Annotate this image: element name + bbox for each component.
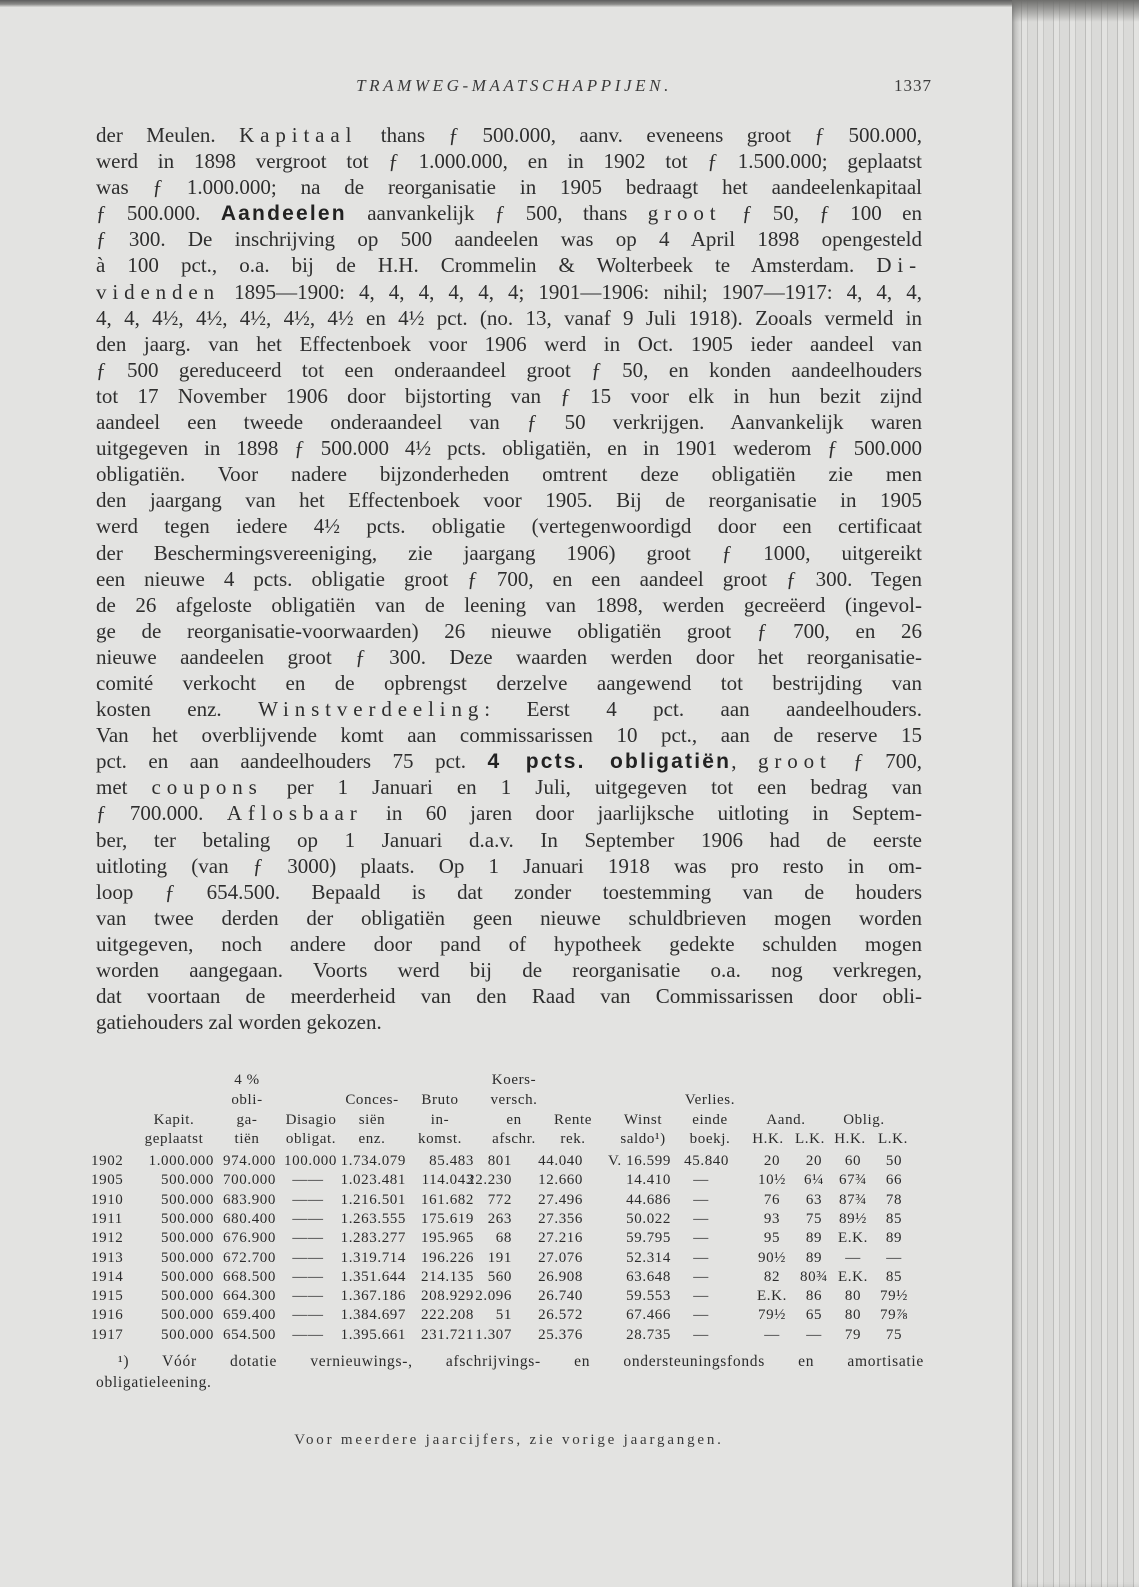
table-cell: 1.384.697 xyxy=(340,1307,406,1324)
table-cell: 195.965 xyxy=(421,1230,474,1247)
table-cell: 659.400 xyxy=(223,1307,276,1324)
table-cell: 500.000 xyxy=(161,1268,214,1285)
body-text-line xyxy=(96,618,922,644)
table-row xyxy=(0,1287,1000,1306)
column-header: 4 % xyxy=(234,1072,260,1088)
text-run: ƒ 300. De inschrijving op 500 aandeelen was op 4 April 1898 opengesteld xyxy=(96,227,922,252)
column-header: Kapit. xyxy=(153,1112,195,1128)
table-cell: 14.410 xyxy=(626,1172,671,1189)
table-cell: 79 xyxy=(844,1326,862,1343)
bold-term: Aandeelen xyxy=(220,202,347,226)
body-text-line xyxy=(96,696,922,722)
table-cell: 560 xyxy=(487,1268,512,1285)
table-cell: — xyxy=(693,1268,709,1285)
body-text-line xyxy=(96,774,922,800)
text-run: de 26 afgeloste obligatiën van de leening van 1898, werden gecreëerd (ingevol- xyxy=(96,592,922,617)
column-header: en xyxy=(506,1112,522,1128)
table-cell: 89½ xyxy=(838,1210,868,1227)
text-run: : Eerst 4 pct. aan aandeelhouders. xyxy=(484,697,922,722)
table-cell: 1.023.481 xyxy=(340,1172,406,1189)
column-header: afschr. xyxy=(492,1131,536,1147)
text-run: obligatiën. Voor nadere bijzonderheden omtrent deze obligatiën zie men xyxy=(96,462,922,487)
table-cell: 63 xyxy=(805,1191,823,1208)
column-header: obli- xyxy=(231,1092,263,1108)
table-cell: 6¼ xyxy=(804,1172,824,1189)
table-cell: — xyxy=(693,1249,709,1266)
year-cell: 1912 xyxy=(91,1230,124,1247)
table-cell: 1.216.501 xyxy=(340,1191,406,1208)
table-cell: 2.096 xyxy=(475,1288,512,1305)
table-cell: 700.000 xyxy=(223,1172,276,1189)
table-cell: 1.283.277 xyxy=(340,1230,406,1247)
table-cell: 222.208 xyxy=(421,1307,474,1324)
table-cell: 27.356 xyxy=(538,1210,583,1227)
table-cell: 25.376 xyxy=(538,1326,583,1343)
book-page-edges xyxy=(1012,0,1139,1587)
table-cell: 20 xyxy=(805,1153,823,1169)
table-cell: — xyxy=(693,1191,709,1208)
table-cell: 27.496 xyxy=(538,1191,583,1208)
table-cell: 87¾ xyxy=(838,1191,868,1208)
body-text-line xyxy=(96,252,922,278)
body-text-line xyxy=(96,931,922,957)
text-run: den jaargang van het Effectenboek voor 1905. Bij de reorganisatie in 1905 xyxy=(96,488,922,513)
body-text-line xyxy=(96,827,922,853)
body-text-line xyxy=(96,279,922,305)
table-cell: 28.735 xyxy=(626,1326,671,1343)
table-row xyxy=(0,1171,1000,1190)
column-header: Bruto xyxy=(421,1092,459,1108)
table-cell: 676.900 xyxy=(223,1230,276,1247)
text-run: uitloting (van ƒ 3000) plaats. Op 1 Januari 1918 was pro resto in om- xyxy=(96,853,922,878)
table-cell: 26.908 xyxy=(538,1268,583,1285)
year-cell: 1902 xyxy=(91,1153,124,1169)
body-text-line xyxy=(96,122,922,148)
table-cell: 66 xyxy=(885,1172,903,1189)
text-run: nieuwe aandeelen groot ƒ 300. Deze waarden werden door het reorganisatie- xyxy=(96,644,922,669)
table-cell: 60 xyxy=(844,1153,862,1169)
text-run: werd in 1898 vergroot tot ƒ 1.000.000, en in 1902 tot ƒ 1.500.000; geplaatst xyxy=(96,149,922,174)
table-cell: 500.000 xyxy=(161,1210,214,1227)
text-run: 4, 4, 4½, 4½, 4½, 4½, 4½ en 4½ pct. (no. 13, vanaf 9 Juli 1918). Zooals vermeld in xyxy=(96,305,922,330)
table-cell: 85 xyxy=(885,1268,903,1285)
table-cell: 500.000 xyxy=(161,1172,214,1189)
table-cell: 79⅞ xyxy=(879,1307,909,1324)
table-cell: 50 xyxy=(885,1153,903,1169)
table-cell: E.K. xyxy=(757,1288,787,1305)
column-header: ga- xyxy=(236,1112,258,1128)
table-cell: 1.734.079 xyxy=(340,1153,406,1169)
text-run: kosten enz. xyxy=(96,697,259,722)
table-row xyxy=(0,1268,1000,1287)
column-header: Verlies. xyxy=(684,1092,736,1108)
text-run: den jaarg. van het Effectenboek voor 1906 werd in Oct. 1905 ieder aandeel van xyxy=(96,331,922,356)
text-run: ƒ 500.000. xyxy=(96,201,221,226)
table-cell: 672.700 xyxy=(223,1249,276,1266)
year-cell: 1916 xyxy=(91,1307,124,1324)
text-run: ƒ 700.000. xyxy=(96,801,227,826)
body-text-line xyxy=(96,1009,922,1035)
year-cell: 1910 xyxy=(91,1191,124,1208)
table-cell: 10½ xyxy=(757,1172,787,1189)
text-run: was ƒ 1.000.000; na de reorganisatie in 1905 bedraagt het aandeelenkapitaal xyxy=(96,175,922,200)
table-cell: —— xyxy=(292,1172,324,1189)
table-cell: 500.000 xyxy=(161,1307,214,1324)
table-cell: 1.000.000 xyxy=(148,1153,214,1169)
body-text-line xyxy=(96,200,922,226)
column-header: geplaatst xyxy=(144,1131,204,1147)
year-cell: 1915 xyxy=(91,1288,124,1305)
body-text-line xyxy=(96,357,922,383)
year-cell: 1914 xyxy=(91,1268,124,1285)
table-cell: — xyxy=(693,1288,709,1305)
body-text-line xyxy=(96,513,922,539)
table-cell: 1.395.661 xyxy=(340,1326,406,1343)
text-run: pct. en aan aandeelhouders 75 pct. xyxy=(96,749,488,774)
table-cell: 231.721 xyxy=(421,1326,474,1343)
text-run: à 100 pct., o.a. bij de H.H. Crommelin & Wolterbeek te Amsterdam. xyxy=(96,253,877,278)
table-cell: 1.351.644 xyxy=(340,1268,406,1285)
column-header: Koers- xyxy=(491,1072,537,1088)
column-header: Conces- xyxy=(345,1092,399,1108)
column-subheader: L.K. xyxy=(795,1131,825,1147)
table-cell: 85 xyxy=(885,1210,903,1227)
running-head xyxy=(96,72,932,100)
table-cell: 44.686 xyxy=(626,1191,671,1208)
text-run: ƒ 700, xyxy=(831,749,922,774)
table-cell: 80 xyxy=(844,1288,862,1305)
table-cell: 93 xyxy=(763,1210,781,1227)
table-cell: —— xyxy=(292,1326,324,1343)
table-cell: 196.226 xyxy=(421,1249,474,1266)
table-cell: 161.682 xyxy=(421,1191,474,1208)
table-cell: —— xyxy=(292,1288,324,1305)
text-run: gatiehouders zal worden gekozen. xyxy=(96,1010,382,1035)
text-run: worden aangegaan. Voorts werd bij de reorganisatie o.a. nog verkregen, xyxy=(96,958,922,982)
text-run: in 60 jaren door jaarlijksche uitloting in Septem- xyxy=(362,801,923,826)
table-cell: — xyxy=(693,1326,709,1343)
body-text-line xyxy=(96,305,922,331)
column-header: saldo¹) xyxy=(620,1131,666,1147)
table-cell: —— xyxy=(292,1191,324,1208)
table-cell: — xyxy=(806,1326,822,1343)
letterspaced-term: Kapitaal xyxy=(239,123,358,147)
text-run: Van het overblijvende komt aan commissarissen 10 pct., aan de reserve 15 xyxy=(96,723,922,748)
letterspaced-term: coupons xyxy=(151,775,263,800)
body-text-line xyxy=(96,226,922,252)
closing-note: Voor meerdere jaarcijfers, zie vorige jaargangen. xyxy=(294,1432,724,1448)
bold-term: 4 pcts. obligatiën xyxy=(487,750,732,774)
table-cell: 22.230 xyxy=(467,1172,512,1189)
table-cell: —— xyxy=(292,1230,324,1247)
table-cell: — xyxy=(845,1249,861,1266)
table-cell: 26.572 xyxy=(538,1307,583,1324)
body-text-line xyxy=(96,331,922,357)
text-run: 1895—1900: 4, 4, 4, 4, 4, 4; 1901—1906: nihil; 1907—1917: 4, 4, 4, xyxy=(220,279,922,304)
table-cell: 65 xyxy=(805,1307,823,1324)
table-cell: — xyxy=(693,1210,709,1227)
table-cell: — xyxy=(693,1230,709,1247)
table-cell: 59.795 xyxy=(626,1230,671,1247)
table-cell: 772 xyxy=(487,1191,512,1208)
column-header: komst. xyxy=(417,1131,463,1147)
running-title: TRAMWEG-MAATSCHAPPIJEN. xyxy=(356,76,672,95)
letterspaced-term: groot xyxy=(757,749,832,774)
letterspaced-term: Di- xyxy=(876,253,922,278)
column-header: Rente xyxy=(554,1112,592,1128)
text-run: der Meulen. xyxy=(96,123,240,147)
table-cell: 89 xyxy=(885,1230,903,1247)
table-cell: — xyxy=(693,1172,709,1189)
table-cell: 79½ xyxy=(757,1307,787,1324)
text-run: tot 17 November 1906 door bijstorting van ƒ 15 voor elk in hun bezit zijnd xyxy=(96,383,922,408)
body-text-line xyxy=(96,487,922,513)
table-cell: 1.263.555 xyxy=(340,1210,406,1227)
table-cell: 78 xyxy=(885,1191,903,1208)
table-cell: 95 xyxy=(763,1230,781,1247)
body-text-line xyxy=(96,540,922,566)
table-cell: E.K. xyxy=(838,1230,868,1247)
table-cell: 80 xyxy=(844,1307,862,1324)
table-cell: — xyxy=(693,1307,709,1324)
body-text-line xyxy=(96,748,922,774)
table-cell: 86 xyxy=(805,1288,823,1305)
text-run: thans ƒ 500.000, aanv. eveneens groot ƒ 500.000, xyxy=(357,123,922,147)
text-run: loop ƒ 654.500. Bepaald is dat zonder toestemming van de houders xyxy=(96,879,922,904)
table-cell: 500.000 xyxy=(161,1191,214,1208)
text-run: ƒ 500 gereduceerd tot een onderaandeel groot ƒ 50, en konden aandeelhouders xyxy=(96,357,922,382)
table-cell: 67¾ xyxy=(838,1172,868,1189)
column-header: enz. xyxy=(358,1131,386,1147)
body-text-line xyxy=(96,722,922,748)
page-number: 1337 xyxy=(894,76,932,95)
table-cell: 100.000 xyxy=(284,1153,337,1169)
table-row xyxy=(0,1210,1000,1229)
text-run: der Beschermingsvereeniging, zie jaargang 1906) groot ƒ 1000, uitgereikt xyxy=(96,540,922,565)
body-text xyxy=(96,122,922,1035)
table-cell: 500.000 xyxy=(161,1326,214,1343)
table-cell: 175.619 xyxy=(421,1210,474,1227)
table-cell: —— xyxy=(292,1249,324,1266)
table-cell: 89 xyxy=(805,1230,823,1247)
body-text-line xyxy=(96,879,922,905)
table-cell: 67.466 xyxy=(626,1307,671,1324)
column-header: Disagio xyxy=(285,1112,337,1128)
table-cell: 12.660 xyxy=(538,1172,583,1189)
text-run: ƒ 50, ƒ 100 en xyxy=(721,201,922,226)
table-cell: V. 16.599 xyxy=(607,1153,671,1169)
table-cell: 75 xyxy=(885,1326,903,1343)
body-text-line xyxy=(96,148,922,174)
table-cell: 668.500 xyxy=(223,1268,276,1285)
body-text-line xyxy=(96,644,922,670)
column-header: siën xyxy=(358,1112,386,1128)
body-text-line xyxy=(96,174,922,200)
column-header: in- xyxy=(430,1112,450,1128)
body-text-line xyxy=(96,670,922,696)
table-cell: 63.648 xyxy=(626,1268,671,1285)
year-cell: 1905 xyxy=(91,1172,124,1189)
text-run: van twee derden der obligatiën geen nieuwe schuldbrieven mogen worden xyxy=(96,905,922,930)
column-header: einde xyxy=(692,1112,728,1128)
table-cell: 1.367.186 xyxy=(340,1288,406,1305)
table-cell: 89 xyxy=(805,1249,823,1266)
table-cell: 214.135 xyxy=(421,1268,474,1285)
column-group-header: Oblig. xyxy=(843,1112,885,1128)
text-run: aandeel een tweede onderaandeel van ƒ 50 verkrijgen. Aanvankelijk waren xyxy=(96,410,922,435)
text-run: met xyxy=(96,775,152,800)
table-cell: 500.000 xyxy=(161,1249,214,1266)
table-row xyxy=(0,1326,1000,1345)
table-cell: 680.400 xyxy=(223,1210,276,1227)
column-group-header: Aand. xyxy=(766,1112,806,1128)
table-row xyxy=(0,1191,1000,1210)
column-subheader: H.K. xyxy=(834,1131,866,1147)
table-cell: 1.319.714 xyxy=(340,1249,406,1266)
table-cell: 191 xyxy=(487,1249,512,1266)
letterspaced-term: videnden xyxy=(96,279,221,304)
table-cell: —— xyxy=(292,1210,324,1227)
table-cell: 208.929 xyxy=(421,1288,474,1305)
table-cell: — xyxy=(886,1249,902,1266)
table-cell: —— xyxy=(292,1268,324,1285)
letterspaced-term: Winstverdeeling xyxy=(258,697,485,722)
body-text-line xyxy=(96,957,922,983)
text-run: uitgegeven, noch andere door pand of hypotheek gedekte schulden mogen xyxy=(96,931,922,956)
column-header: boekj. xyxy=(689,1131,731,1147)
text-run: ber, ter betaling op 1 Januari d.a.v. In September 1906 had de eerste xyxy=(96,827,922,852)
table-cell: 80¾ xyxy=(799,1268,829,1285)
table-cell: E.K. xyxy=(838,1268,868,1285)
table-cell: 50.022 xyxy=(626,1210,671,1227)
table-cell: 59.553 xyxy=(626,1288,671,1305)
table-cell: 27.216 xyxy=(538,1230,583,1247)
column-subheader: L.K. xyxy=(878,1131,908,1147)
body-text-line xyxy=(96,383,922,409)
table-cell: 1.307 xyxy=(475,1326,512,1343)
body-text-line xyxy=(96,800,922,826)
column-header: Winst xyxy=(623,1112,663,1128)
text-run: comité verkocht en de opbrengst derzelve aangewend tot bestrijding van xyxy=(96,670,922,695)
table-cell: 45.840 xyxy=(684,1153,729,1169)
text-run: een nieuwe 4 pcts. obligatie groot ƒ 700, en een aandeel groot ƒ 300. Tegen xyxy=(96,566,922,591)
table-cell: 974.000 xyxy=(223,1153,276,1169)
table-row xyxy=(0,1229,1000,1248)
letterspaced-term: groot xyxy=(647,201,722,226)
table-cell: 52.314 xyxy=(626,1249,671,1266)
table-cell: 75 xyxy=(805,1210,823,1227)
table-row xyxy=(0,1306,1000,1325)
column-subheader: H.K. xyxy=(752,1131,784,1147)
body-text-line xyxy=(96,853,922,879)
table-cell: 44.040 xyxy=(538,1153,583,1169)
text-run: uitgegeven in 1898 ƒ 500.000 4½ pcts. obligatiën, en in 1901 wederom ƒ 500.000 xyxy=(96,436,922,461)
year-cell: 1913 xyxy=(91,1249,124,1266)
table-cell: 683.900 xyxy=(223,1191,276,1208)
body-text-line xyxy=(96,905,922,931)
body-text-line xyxy=(96,566,922,592)
year-cell: 1917 xyxy=(91,1326,124,1343)
column-header: obligat. xyxy=(285,1131,337,1147)
text-run: aanvankelijk ƒ 500, thans xyxy=(346,201,648,226)
text-run: ge de reorganisatie-voorwaarden) 26 nieuwe obligatiën groot ƒ 700, en 26 xyxy=(96,618,922,643)
table-cell: —— xyxy=(292,1307,324,1324)
body-text-line xyxy=(96,592,922,618)
text-run: werd tegen iedere 4½ pcts. obligatie (vertegenwoordigd door een certificaat xyxy=(96,514,922,539)
table-cell: 664.300 xyxy=(223,1288,276,1305)
table-cell: 51 xyxy=(495,1307,512,1324)
body-text-line xyxy=(96,461,922,487)
table-cell: 801 xyxy=(487,1153,512,1169)
table-cell: — xyxy=(764,1326,780,1343)
table-cell: 68 xyxy=(495,1230,512,1247)
table-cell: 114.043 xyxy=(421,1172,474,1189)
column-header: rek. xyxy=(560,1131,586,1147)
table-row xyxy=(0,1152,1000,1171)
table-cell: 20 xyxy=(763,1153,781,1169)
table-cell: 27.076 xyxy=(538,1249,583,1266)
table-cell: 500.000 xyxy=(161,1288,214,1305)
text-run: dat voortaan de meerderheid van den Raad van Commissarissen door obli- xyxy=(96,984,922,1009)
table-row xyxy=(0,1249,1000,1268)
scan-border xyxy=(0,0,1016,7)
table-cell: 76 xyxy=(763,1191,781,1208)
table-cell: 79½ xyxy=(879,1288,909,1305)
column-header: versch. xyxy=(490,1092,538,1108)
body-text-line xyxy=(96,435,922,461)
text-run: , xyxy=(731,749,758,774)
text-run: per 1 Januari en 1 Juli, uitgegeven tot een bedrag van xyxy=(262,775,922,800)
footnote-line: ¹) Vóór dotatie vernieuwings-, afschrijvings- en ondersteuningsfonds en amortisatie xyxy=(118,1353,924,1370)
table-cell: 82 xyxy=(763,1268,781,1285)
table-cell: 654.500 xyxy=(223,1326,276,1343)
body-text-line xyxy=(96,983,922,1009)
table-cell: 90½ xyxy=(757,1249,787,1266)
letterspaced-term: Aflosbaar xyxy=(226,801,363,826)
table-cell: 263 xyxy=(487,1210,512,1227)
year-cell: 1911 xyxy=(91,1210,123,1227)
table-cell: 85.483 xyxy=(429,1153,474,1169)
body-text-line xyxy=(96,409,922,435)
table-cell: 26.740 xyxy=(538,1288,583,1305)
footnote-line: obligatieleening. xyxy=(96,1374,212,1391)
table-cell: 500.000 xyxy=(161,1230,214,1247)
column-header: tiën xyxy=(234,1131,260,1147)
